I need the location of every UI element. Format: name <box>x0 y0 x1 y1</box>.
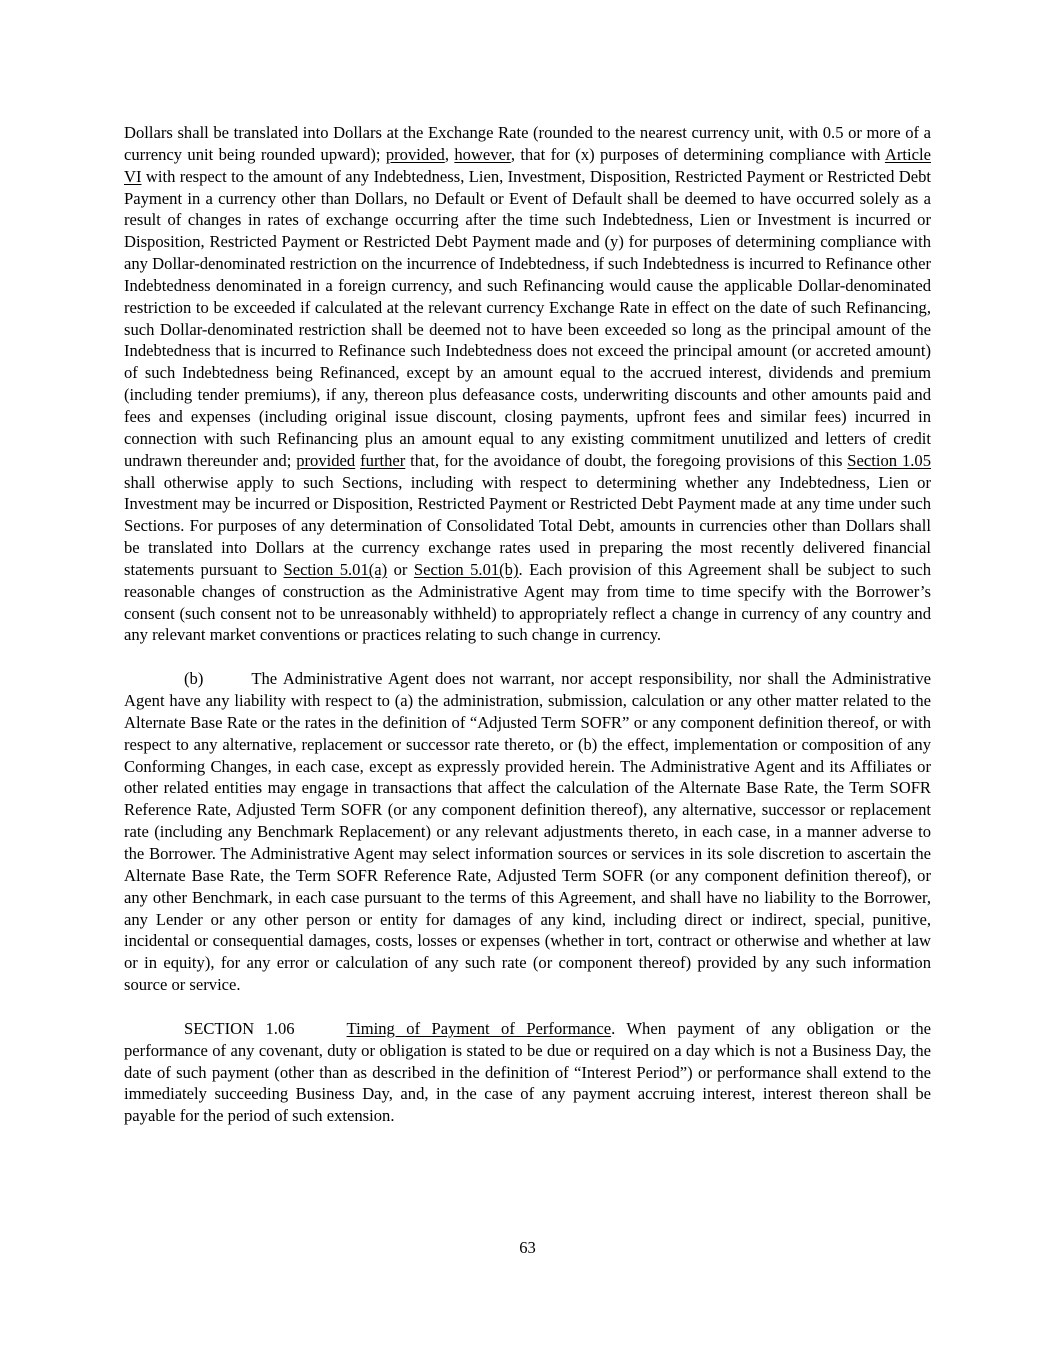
document-page <box>124 122 931 1127</box>
text-run: that, for the avoidance of doubt, the foregoing provisions of this <box>405 450 848 470</box>
reference-article-vi: Article VI <box>124 144 931 186</box>
paragraph-currency-translation <box>124 122 931 646</box>
paragraph-gap <box>124 996 931 1018</box>
reference-section-5-01-b: Section 5.01(b) <box>413 559 519 579</box>
section-1-06 <box>124 1018 931 1127</box>
text-run: with respect to the amount of any Indebtedness, Lien, Investment, Disposition, Restricted Payment or Restricted Debt Payment in a currency other than Dollars, no Default or Event of Default shall be deemed to have occurred solely as a result of changes in rates of exchange occurring after the time such Indebtedness, Lien or Investment is incurred or Disposition, Restricted Payment or Restricted Debt Payment made and (y) for purposes of determining compliance with any Dollar-denominated restriction on the incurrence of Indebtedness, if such Indebtedness is incurred to Refinance other Indebtedness denominated in a foreign currency, and such Refinancing would cause the applicable Dollar-denominated restriction to be exceeded if calculated at the relevant currency Exchange Rate in effect on the date of such Refinancing, such Dollar-denominated restriction shall be deemed not to have been exceeded so long as the principal amount of the Indebtedness that is incurred to Refinance such Indebtedness does not exceed the principal amount (or accreted amount) of such Indebtedness being Refinanced, except by an amount equal to the accrued interest, dividends and premium (including tender premiums), if any, thereon plus defeasance costs, underwriting discounts and other amounts paid and fees and expenses (including original issue discount, closing payments, upfront fees and similar fees) incurred in connection with such Refinancing plus an amount equal to any existing commitment unutilized and letters of credit undrawn thereunder and; <box>124 166 931 470</box>
text-run: , <box>444 144 455 164</box>
underlined-term-however: however <box>454 144 511 164</box>
text-run: or <box>387 559 414 579</box>
reference-section-5-01-a: Section 5.01(a) <box>283 559 388 579</box>
clause-label: (b) <box>184 669 204 689</box>
page-number: 63 <box>519 1238 536 1257</box>
underlined-term-provided: provided <box>385 144 445 164</box>
text-run: shall otherwise apply to such Sections, including with respect to determining whether any Indebtedness, Lien or Investment may be incurred or Disposition, Restricted Payment or Restricted Debt Payment made at any time under such Sections. For purposes of any determination of Consolidated Total Debt, amounts in currencies other than Dollars shall be translated into Dollars at the currency exchange rates used in preparing the most recently delivered financial statements pursuant to <box>124 472 931 579</box>
section-number: SECTION 1.06 <box>184 1018 295 1038</box>
text-run: Dollars shall be translated into Dollars at the Exchange Rate (rounded to the nearest currency unit, with 0.5 or more of a currency unit being rounded upward); <box>124 123 931 164</box>
reference-section-1-05: Section 1.05 <box>847 450 931 470</box>
section-heading: Timing of Payment of Performance <box>346 1018 612 1038</box>
paragraph-gap <box>124 646 931 668</box>
text-run: , that for (x) purposes of determining compliance with <box>510 144 885 164</box>
paragraph-b-disclaimer <box>124 668 931 996</box>
text-run: The Administrative Agent does not warrant, nor accept responsibility, nor shall the Administrative Agent have any liability with respect to (a) the administration, submission, calculation or any other matter related to the Alternate Base Rate or the rates in the definition of “Adjusted Term SOFR” or any component definition thereof, or with respect to any alternative, replacement or successor rate thereto, or (b) the effect, implementation or composition of any Conforming Changes, in each case, except as expressly provided herein. The Administrative Agent and its Affiliates or other related entities may engage in transactions that affect the calculation of the Alternate Base Rate, the Term SOFR Reference Rate, Adjusted Term SOFR (or any component definition thereof), any alternative, successor or replacement rate (including any Benchmark Replacement) or any relevant adjustments thereto, in each case, in a manner adverse to the Borrower. The Administrative Agent may select information sources or services in its sole discretion to ascertain the Alternate Base Rate, the Term SOFR Reference Rate, Adjusted Term SOFR (or any component definition thereof), or any other Benchmark, in each case pursuant to the terms of this Agreement, and shall have no liability to the Borrower, any Lender or any other person or entity for damages of any kind, including direct or indirect, special, punitive, incidental or consequential damages, costs, losses or expenses (whether in tort, contract or otherwise and whether at law or in equity), for any error or calculation of any such rate (or component thereof) provided by any such information source or service. <box>124 669 931 995</box>
text-run: . <box>611 1018 616 1038</box>
underlined-term-further: further <box>360 450 406 470</box>
underlined-term-provided: provided <box>296 450 356 470</box>
text-run: . Each provision of this Agreement shall be subject to such reasonable changes of construction as the Administrative Agent may from time to time specify with the Borrower’s consent (such consent not to be unreasonably withheld) to appropriately reflect a change in currency of any country and any relevant market conventions or practices relating to such change in currency. <box>124 559 931 645</box>
text-run: When payment of any obligation or the performance of any covenant, duty or obligation is stated to be due or required on a day which is not a Business Day, the date of such payment (other than as described in the definition of “Interest Period”) or performance shall extend to the immediately succeeding Business Day, and, in the case of any payment accruing interest, interest thereon shall be payable for the period of such extension. <box>124 1018 931 1126</box>
